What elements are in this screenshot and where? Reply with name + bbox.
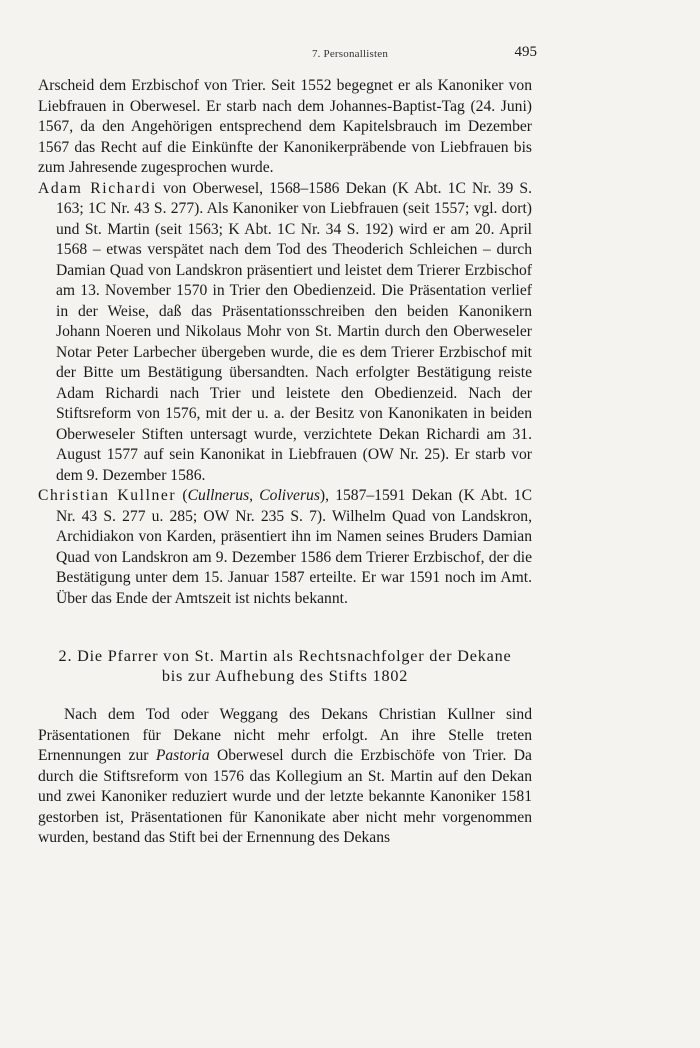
- entry-christian-kullner: [38, 486, 532, 609]
- page-number: 495: [514, 44, 537, 60]
- entry-text: ), 1587–1591 Dekan (K Abt. 1C Nr. 43 S. 277 u. 285; OW Nr. 235 S. 7). Wilhelm Quad von Landskron, Archidiakon von Karden, präsentiert ihn im Namen seines Bruders Damian Quad von Landskron am 9. Dezember 1586 dem Trierer Erzbischof, der die Bestätigung unter dem 15. Januar 1587 erteilte. Er war 1591 noch im Amt. Über das Ende der Amtszeit ist nichts bekannt.: [56, 487, 532, 607]
- paragraph-final-italic: Pastoria: [155, 747, 210, 764]
- entry-name: Christian Kullner: [38, 487, 177, 504]
- paragraph-final: [38, 705, 532, 849]
- body-text: [38, 76, 532, 849]
- entry-text-pre: (: [176, 487, 188, 504]
- paragraph-final-b: Oberwesel durch die Erzbischöfe von Trier. Da durch die Stiftsreform von 1576 das Kollegium an St. Martin auf den Dekan und zwei Kanoniker reduziert wurde und der letzte bekannte Kanoniker 1581 gestorben ist, Präsentationen für Kanonikate aber nicht mehr vorgenommen wurden, bestand das Stift bei der Ernennung des Dekans: [38, 747, 532, 846]
- entry-adam-richardi: [38, 179, 532, 487]
- running-head: [0, 44, 700, 64]
- section-heading: [38, 646, 532, 686]
- running-title: 7. Personallisten: [311, 48, 389, 60]
- entry-text: von Oberwesel, 1568–1586 Dekan (K Abt. 1C Nr. 39 S. 163; 1C Nr. 43 S. 277). Als Kanoniker von Liebfrauen (seit 1557; vgl. dort) und St. Martin (seit 1563; K Abt. 1C Nr. 34 S. 192) wird er am 20. April 1568 – etwas verspätet nach dem Tod des Theoderich Schleichen – durch Damian Quad von Landskron präsentiert und leistet dem Trierer Erzbischof am 13. November 1570 in Trier den Obedienzeid. Die Präsentation verlief in der Weise, daß das Präsentationsschreiben den beiden Kanonikern Johann Noeren und Nikolaus Mohr von St. Martin durch den Oberweseler Notar Peter Larbecher übergeben wurde, die es dem Trierer Erzbischof mit der Bitte um Bestätigung übersandten. Nach erfolgter Bestätigung reiste Adam Richardi nach Trier und leistete den Obedienzeid. Nach der Stiftsreform von 1576, mit der u. a. der Besitz von Kanonikaten in beiden Oberweseler Stiften untersagt wurde, verzichtete Dekan Richardi am 31. August 1577 auf sein Kanonikat in Liebfrauen (OW Nr. 25). Er starb vor dem 9. Dezember 1586.: [56, 179, 532, 484]
- section-heading-line-1: 2. Die Pfarrer von St. Martin als Rechtsnachfolger der Dekane: [58, 647, 512, 665]
- paragraph-continuation: Arscheid dem Erzbischof von Trier. Seit 1552 begegnet er als Kanoniker von Liebfrauen in Oberwesel. Er starb nach dem Johannes-Baptist-Tag (24. Juni) 1567, da den Angehörigen entsprechend dem Kapitelsbrauch im Dezember 1567 das Recht auf die Einkünfte der Kanonikerpräbende von Liebfrauen bis zum Jahresende zugesprochen wurde.: [38, 77, 532, 176]
- entry-name-variants: Cullnerus, Coliverus: [187, 487, 320, 504]
- paragraph-final-a: Nach dem Tod oder Weggang des Dekans Christian Kullner sind Präsentationen für Dekane nicht mehr erfolgt. An ihre Stelle treten Ernennungen zur: [38, 706, 532, 764]
- section-heading-line-2: bis zur Aufhebung des Stifts 1802: [161, 667, 409, 685]
- entry-name: Adam Richardi: [38, 179, 157, 197]
